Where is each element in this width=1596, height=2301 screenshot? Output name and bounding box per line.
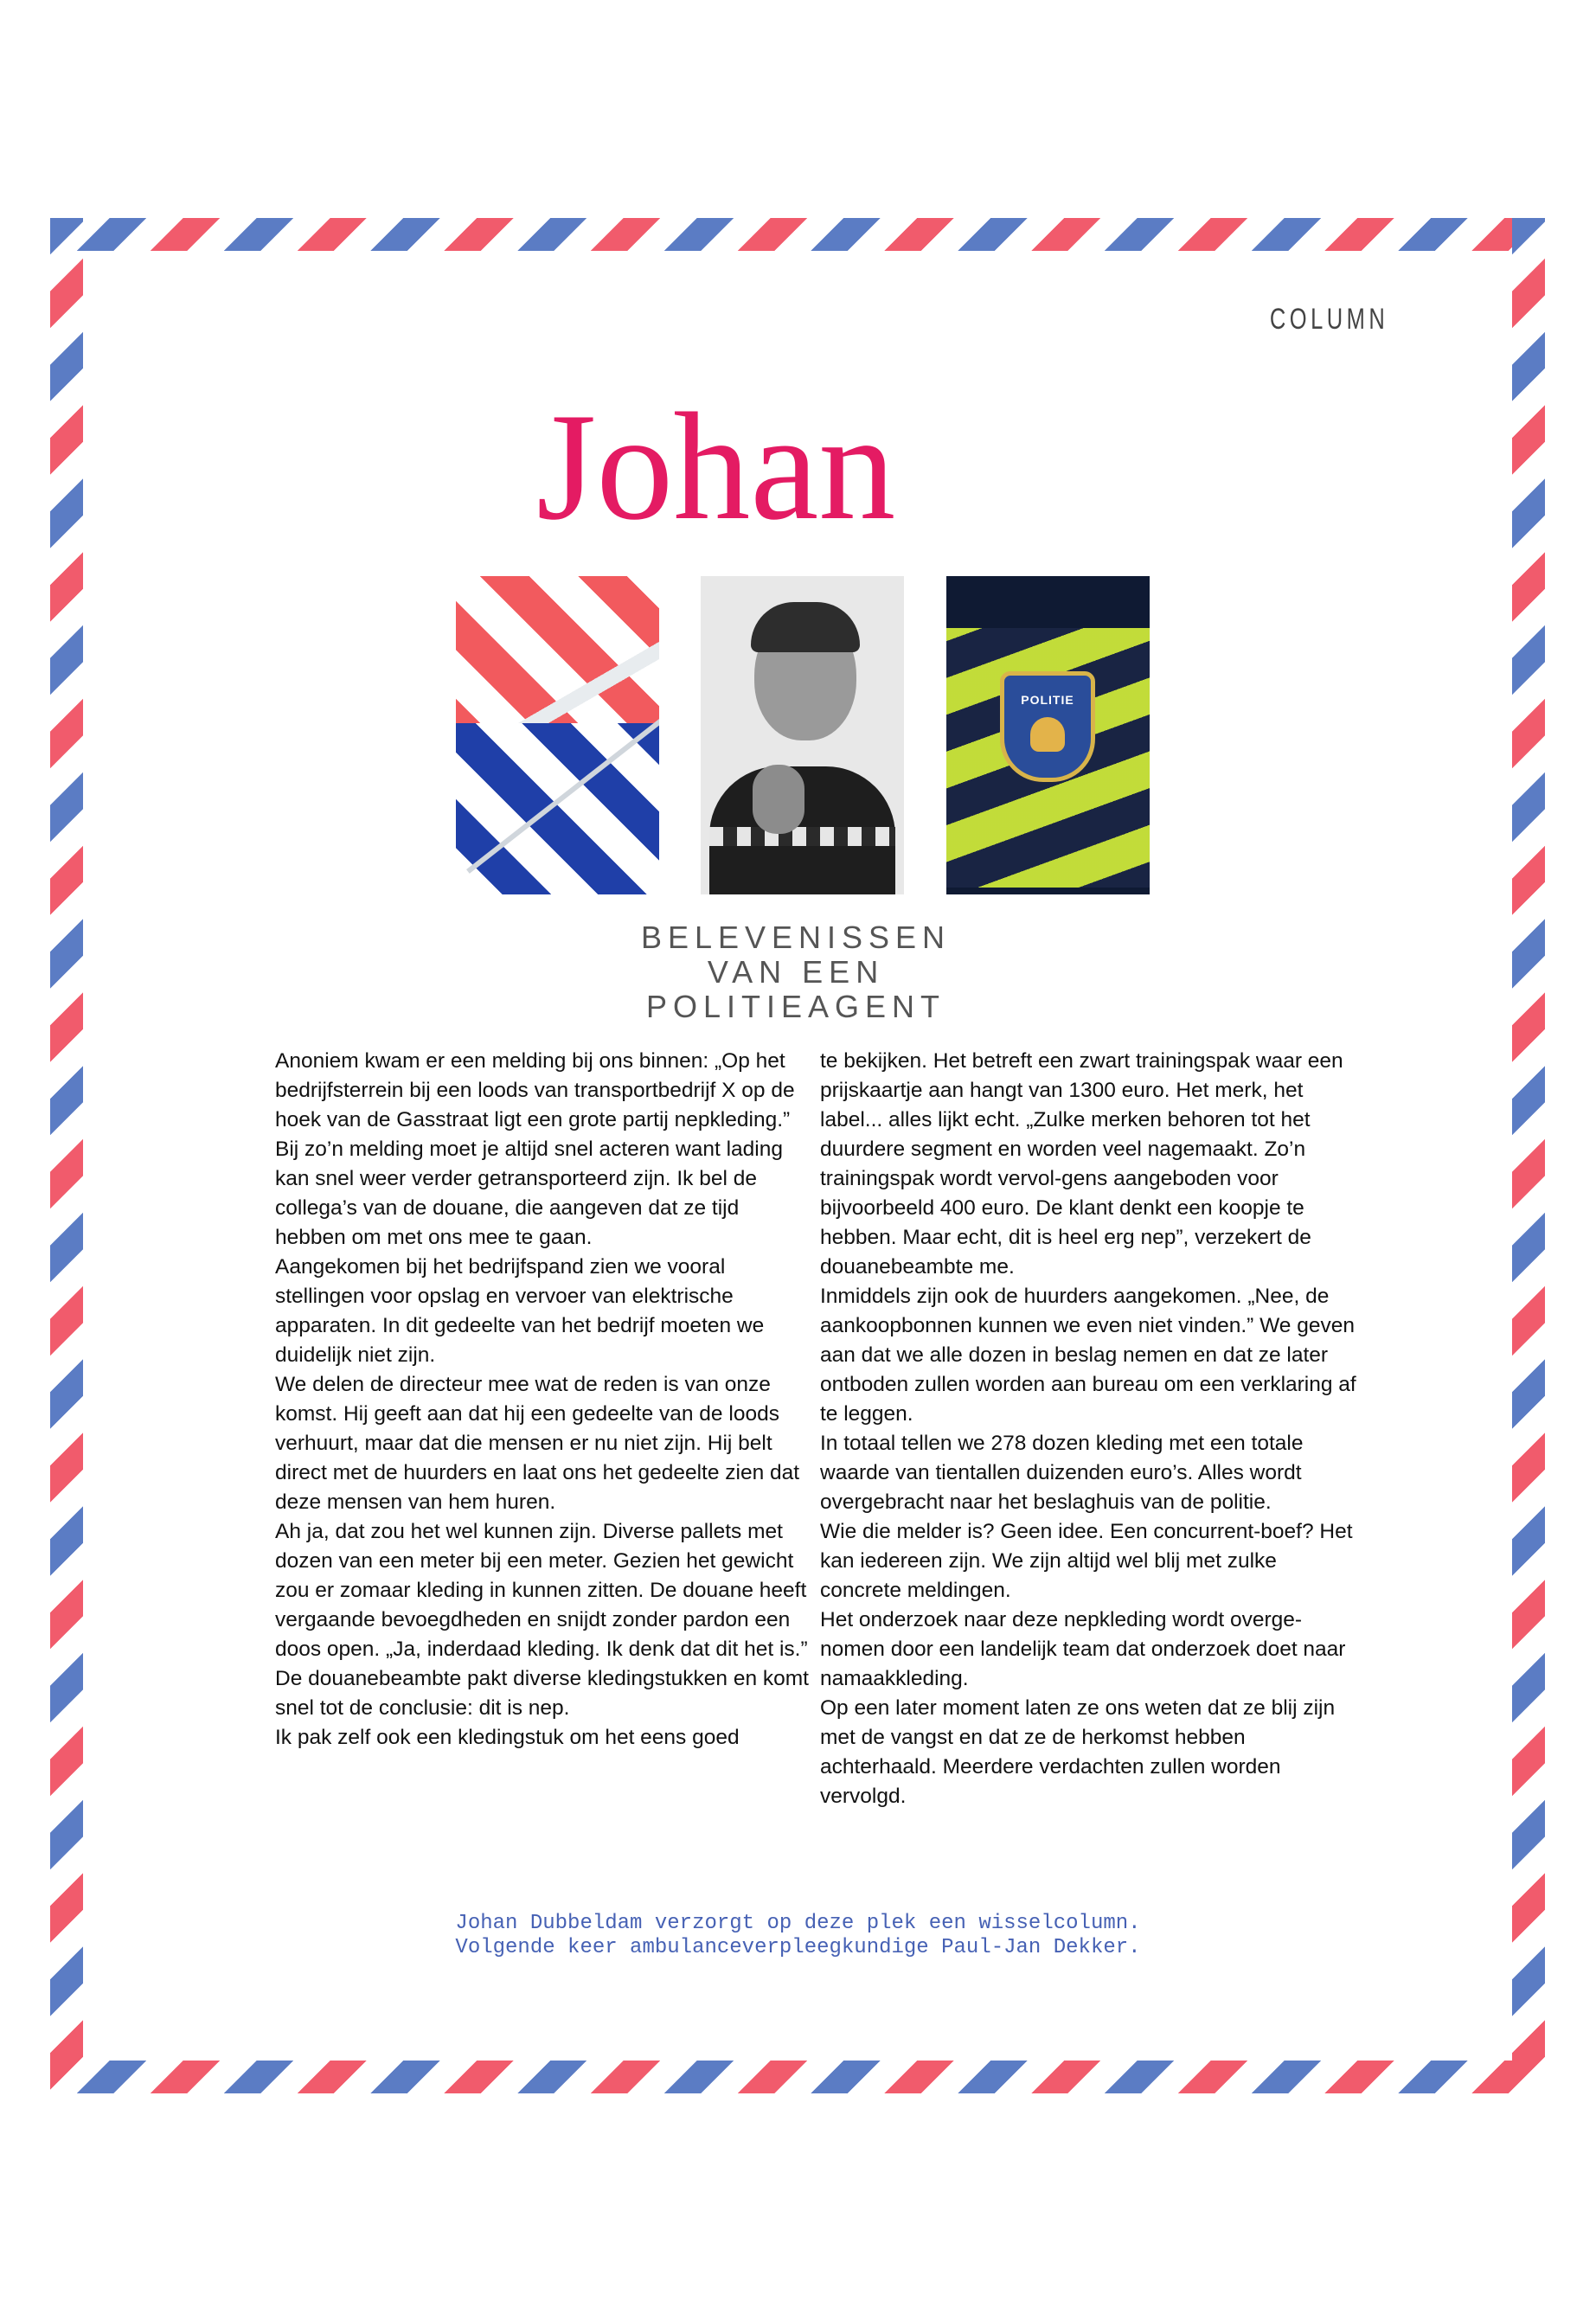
airmail-border-bottom (50, 2061, 1545, 2093)
airmail-border-left (50, 218, 83, 2093)
footer-line-1: Johan Dubbeldam verzorgt op deze plek een wisselcolumn. (455, 1912, 1141, 1935)
uniform-stripe (709, 827, 895, 846)
police-car-photo (456, 576, 659, 894)
paragraph: Op een later moment laten ze ons weten dat ze blij zijn met de vangst en dat ze de herkomst hebben achterhaald. Meerdere verdachten zullen worden vervolgd. (820, 1696, 1336, 1808)
badge-emblem-icon (1030, 717, 1065, 752)
article-column-right (820, 1047, 1356, 1811)
paragraph: Wie die melder is? Geen idee. Een concurrent-boef? Het kan iedereen zijn. We zijn altijd wel blij met zulke concrete meldingen. (820, 1520, 1353, 1602)
paragraph: Anoniem kwam er een melding bij ons binnen: „Op het bedrijfsterrein bij een loods van transportbedrijf X op de hoek van de Gasstraat ligt een grote partij nepkleding.” (275, 1049, 795, 1131)
paragraph: Bij zo’n melding moet je altijd snel acteren want lading kan snel weer verder getransporteerd zijn. Ik bel de collega’s van de douane, die aangeven dat ze tijd hebben om met ons mee te gaan. (275, 1138, 783, 1249)
article-column-left (275, 1047, 811, 1753)
airmail-border-top (50, 218, 1545, 251)
subtitle-line-2: POLITIEAGENT (645, 989, 946, 1024)
footer-note (260, 1912, 1336, 1960)
paragraph: Ik pak zelf ook een kledingstuk om het eens goed (275, 1726, 740, 1749)
subtitle (606, 920, 986, 1024)
paragraph: te bekijken. Het betreft een zwart trainingspak waar een prijskaartje aan hangt van 1300 euro. Het merk, het label... alles lijkt echt. „Zulke merken behoren tot het duurdere segment en worden veel nagemaakt. Zo’n trainingspak wordt vervol-gens aangeboden voor bijvoorbeeld 400 euro. De klant denkt een koopje te hebben. Maar echt, dit is heel erg nep”, verzekert de douanebeambte me. (820, 1049, 1343, 1279)
portrait-hair (751, 602, 860, 652)
subtitle-line-1: BELEVENISSEN VAN EEN (640, 920, 952, 990)
footer-line-2: Volgende keer ambulanceverpleegkundige Paul-Jan Dekker. (455, 1936, 1141, 1959)
paragraph: Het onderzoek naar deze nepkleding wordt overge-nomen door een landelijk team dat onderzoek doet naar namaakkleding. (820, 1608, 1346, 1690)
portrait-hand (753, 765, 804, 834)
page-title: Johan (536, 381, 896, 552)
airmail-border-right (1512, 218, 1545, 2093)
badge-text: POLITIE (1021, 693, 1074, 707)
police-badge-photo (946, 576, 1150, 894)
paragraph: In totaal tellen we 278 dozen kleding met een totale waarde van tientallen duizenden euro’s. Alles wordt overgebracht naar het beslaghuis van de politie. (820, 1432, 1304, 1514)
portrait-photo (701, 576, 904, 894)
section-label: COLUMN (1269, 303, 1388, 336)
paragraph: Ah ja, dat zou het wel kunnen zijn. Diverse pallets met dozen van een meter bij een meter. Gezien het gewicht zou er zomaar kleding in kunnen zitten. De douane heeft vergaande bevoegdheden en snijdt zonder pardon een doos open. „Ja, inderdaad kleding. Ik denk dat dit het is.” De douanebeambte pakt diverse kledingstukken en komt snel tot de conclusie: dit is nep. (275, 1520, 809, 1720)
paragraph: Aangekomen bij het bedrijfspand zien we vooral stellingen voor opslag en vervoer van elektrische apparaten. In dit gedeelte van het bedrijf moeten we duidelijk niet zijn. (275, 1255, 765, 1367)
paragraph: We delen de directeur mee wat de reden is van onze komst. Hij geeft aan dat hij een gedeelte van de loods verhuurt, maar dat die mensen er nu niet zijn. Hij belt direct met de huurders en laat ons het gedeelte zien dat deze mensen van hem huren. (275, 1373, 800, 1514)
paragraph: Inmiddels zijn ook de huurders aangekomen. „Nee, de aankoopbonnen kunnen we even niet vinden.” We geven aan dat we alle dozen in beslag nemen en dat ze later ontboden zullen worden aan bureau om een verklaring af te leggen. (820, 1285, 1356, 1426)
police-badge-icon (1000, 671, 1095, 782)
